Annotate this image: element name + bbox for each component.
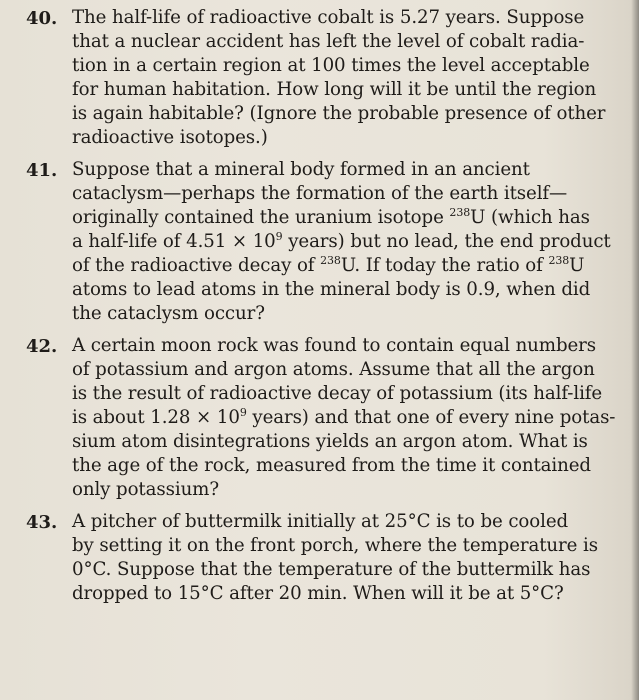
text-line: is the result of radioactive decay of potassium (its half-life [72, 383, 603, 404]
text-line: The half-life of radioactive cobalt is 5.27 years. Suppose [72, 7, 585, 28]
text-line: only potassium? [72, 479, 219, 500]
text-line: the cataclysm occur? [72, 303, 265, 324]
superscript: 9 [239, 405, 247, 419]
problem-number: 40. [26, 8, 58, 29]
superscript: 238 [320, 253, 341, 267]
text-line: radioactive isotopes.) [72, 127, 268, 148]
text-line: atoms to lead atoms in the mineral body is 0.9, when did [72, 279, 591, 300]
text-line: is again habitable? (Ignore the probable presence of other [72, 103, 606, 124]
text-line: cataclysm—perhaps the formation of the earth itself— [72, 183, 568, 204]
problem-41 [26, 158, 611, 326]
text-line: A certain moon rock was found to contain equal numbers [72, 335, 596, 356]
superscript: 238 [548, 253, 570, 267]
text-line: of potassium and argon atoms. Assume that all the argon [72, 359, 595, 380]
text-line: sium atom disintegrations yields an argon atom. What is [72, 431, 588, 452]
page-edge-shadow [631, 0, 639, 700]
text-line: that a nuclear accident has left the level of cobalt radia- [72, 31, 585, 52]
superscript: 9 [275, 229, 283, 243]
text-line: dropped to 15°C after 20 min. When will it be at 5°C? [72, 583, 564, 604]
problem-text [72, 334, 615, 502]
text-line: tion in a certain region at 100 times the level acceptable [72, 55, 590, 76]
problem-text [72, 6, 605, 150]
text-line: for human habitation. How long will it be until the region [72, 79, 597, 100]
problem-text [72, 510, 603, 606]
problem-number: 42. [26, 336, 58, 357]
problem-number: 43. [26, 512, 58, 533]
text-line: Suppose that a mineral body formed in an ancient [72, 159, 530, 180]
problem-number: 41. [26, 160, 58, 181]
superscript: 238 [449, 205, 471, 219]
text-line: A pitcher of buttermilk initially at 25°C is to be cooled [72, 511, 569, 532]
text-line: originally contained the uranium isotope $^{238}$U (which has [72, 205, 590, 228]
text-line: the age of the rock, measured from the time it contained [72, 455, 591, 476]
problem-43 [26, 510, 603, 606]
text-line: of the radioactive decay of $^{238}$U. If today the ratio of $^{238}$U [72, 253, 585, 276]
problem-42 [26, 334, 616, 502]
text-line: is about $1.28 \times 10^9$ years) and that one of every nine potas- [72, 405, 616, 428]
text-line: a half-life of $4.51 \times 10^9$ years) but no lead, the end product [72, 229, 611, 252]
problem-40 [26, 6, 606, 150]
text-line: 0°C. Suppose that the temperature of the buttermilk has [72, 559, 591, 580]
text-line: by setting it on the front porch, where the temperature is [72, 535, 598, 556]
problem-text [72, 158, 611, 326]
